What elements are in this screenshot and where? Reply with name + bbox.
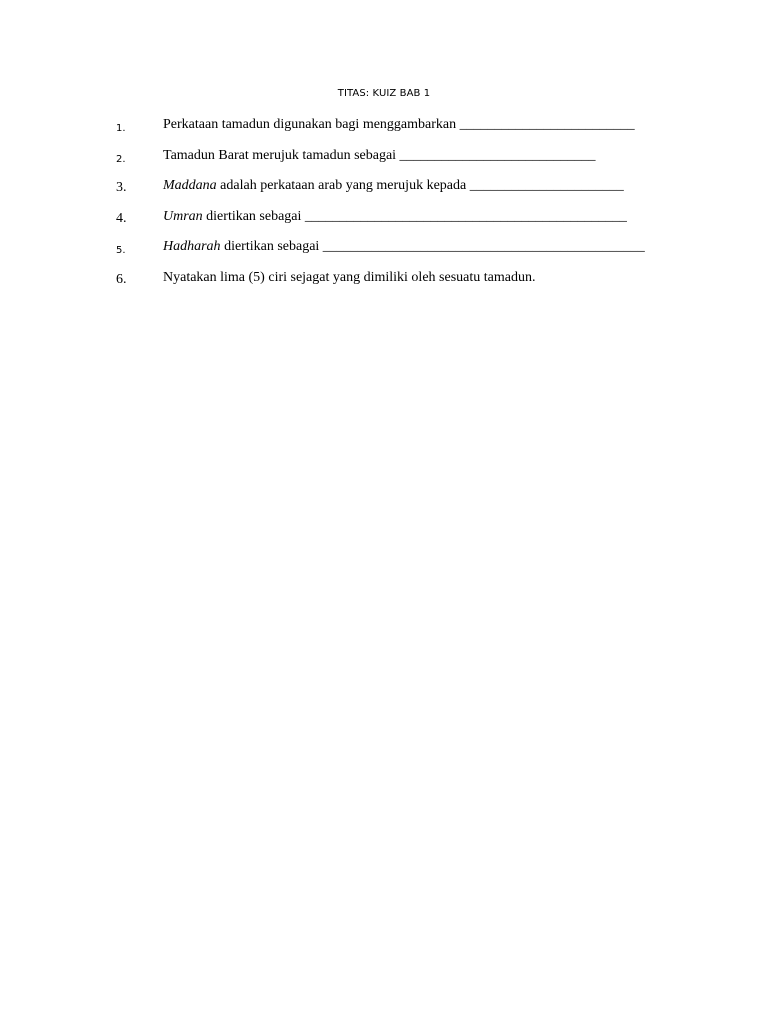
question-body: diertikan sebagai ______________________________________________ — [220, 239, 645, 255]
question-number: 1. — [116, 123, 126, 134]
page-title: TITAS: KUIZ BAB 1 — [337, 88, 431, 99]
question-body: Perkataan tamadun digunakan bagi menggambarkan _________________________ — [163, 117, 635, 132]
question-body: adalah perkataan arab yang merujuk kepada ______________________ — [216, 178, 624, 194]
question-text — [163, 238, 645, 255]
question-item — [0, 116, 768, 147]
question-text — [163, 208, 627, 225]
question-body: Nyatakan lima (5) ciri sejagat yang dimiliki oleh sesuatu tamadun. — [163, 269, 536, 285]
question-item — [0, 238, 768, 269]
question-number: 2. — [116, 153, 126, 165]
question-term: Hadharah — [163, 239, 221, 255]
question-item — [0, 269, 768, 300]
question-text — [163, 269, 535, 286]
question-term: Umran — [163, 208, 203, 224]
question-item — [0, 147, 768, 178]
question-item — [0, 177, 768, 208]
question-number: 4. — [116, 210, 127, 226]
question-term: Maddana — [163, 178, 217, 194]
question-body: diertikan sebagai ______________________________________________ — [202, 208, 627, 224]
question-number: 6. — [116, 271, 127, 287]
question-number: 3. — [116, 180, 127, 196]
question-text — [163, 116, 635, 133]
question-text — [163, 177, 624, 194]
question-body: Tamadun Barat merujuk tamadun sebagai ____________________________ — [163, 147, 596, 163]
question-text — [163, 147, 596, 164]
question-list — [0, 116, 768, 300]
question-item — [0, 208, 768, 239]
question-number: 5. — [116, 245, 126, 257]
